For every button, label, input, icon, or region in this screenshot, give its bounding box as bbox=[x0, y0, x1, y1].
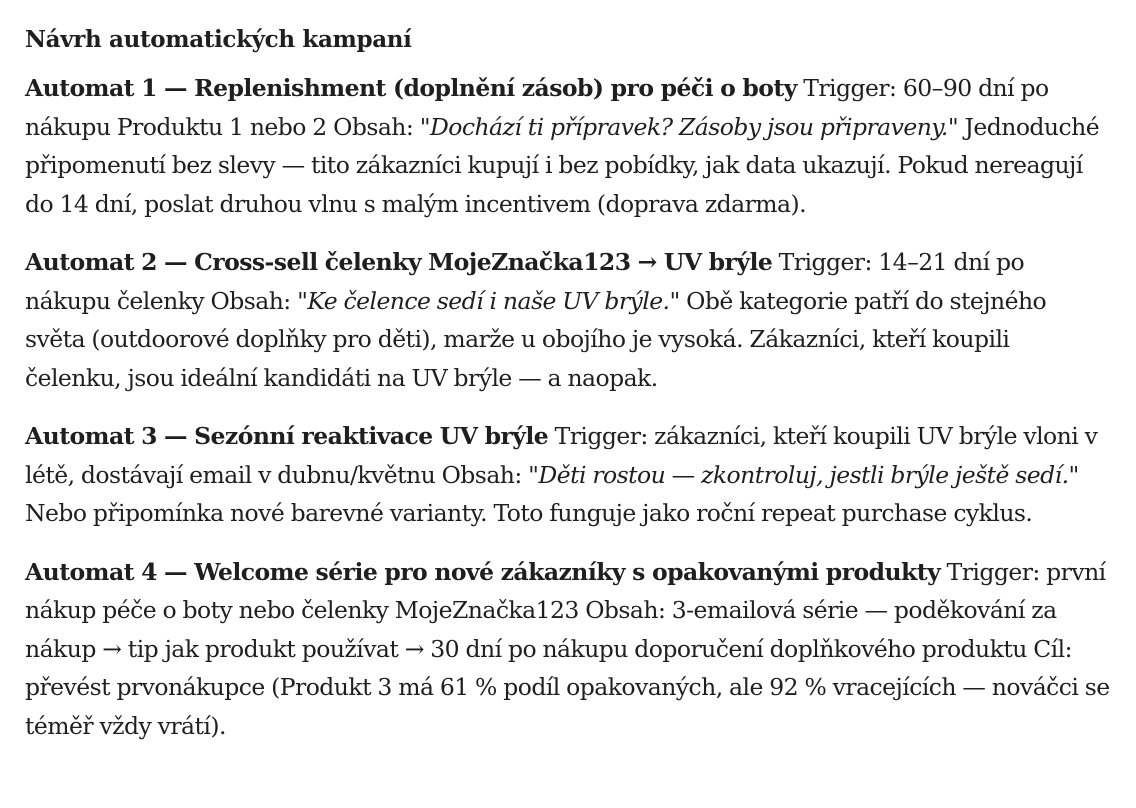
automat-3-quote: "Děti rostou — zkontroluj, jestli brýle ještě sedí." bbox=[528, 460, 1079, 489]
automat-1-paragraph bbox=[25, 69, 1110, 223]
automat-1-trigger: Trigger: 60–90 dní po nákupu Produktu 1 nebo 2 Obsah: bbox=[25, 74, 1049, 141]
automat-4-trigger: Trigger: první nákup péče o boty nebo čelenky MojeZnačka123 Obsah: 3-emailová série — poděkování za nákup → tip jak produkt používat → 30 dní po nákupu doporučení doplňkového produktu Cíl: převést prvonákupce (Produkt 3 má 61 % podíl opakovaných, ale 92 % vracejících — nováčci se téměř vždy vrátí). bbox=[25, 557, 1110, 740]
automat-2-rest: Obě kategorie patří do stejného světa (outdoorové doplňky pro děti), marže u obojího je vysoká. Zákazníci, kteří koupili čelenku, jsou ideální kandidáti na UV brýle — a naopak. bbox=[25, 286, 1047, 392]
automat-2-trigger: Trigger: 14–21 dní po nákupu čelenky Obsah: bbox=[25, 248, 1025, 315]
automat-1-title: Automat 1 — Replenishment (doplnění zásob) pro péči o boty bbox=[25, 74, 797, 102]
automat-1-quote: "Dochází ti přípravek? Zásoby jsou připraveny." bbox=[419, 112, 959, 141]
automat-4-title: Automat 4 — Welcome série pro nové zákazníky s opakovanými produkty bbox=[25, 557, 941, 586]
document-heading: Návrh automatických kampaní bbox=[25, 26, 412, 53]
automat-3-trigger: Trigger: zákazníci, kteří koupili UV brýle vloni v létě, dostávají email v dubnu/květnu Obsah: bbox=[25, 422, 1098, 489]
automat-3-title: Automat 3 — Sezónní reaktivace UV brýle bbox=[25, 422, 549, 450]
automat-3-rest: Nebo připomínka nové barevné varianty. Toto funguje jako roční repeat purchase cyklus. bbox=[25, 499, 1033, 527]
automat-1-rest: Jednoduché připomenutí bez slevy — tito zákazníci kupují i bez pobídky, jak data ukazují. Pokud nereagují do 14 dní, poslat druhou vlnu s malým incentivem (doprava zdarma). bbox=[25, 112, 1100, 218]
automat-2-paragraph bbox=[25, 243, 1110, 397]
automat-4-paragraph bbox=[25, 553, 1110, 746]
automat-2-quote: "Ke čelence sedí i naše UV brýle." bbox=[297, 286, 680, 315]
automat-3-paragraph bbox=[25, 417, 1110, 533]
automat-2-title: Automat 2 — Cross-sell čelenky MojeZnačka123 → UV brýle bbox=[25, 248, 773, 276]
